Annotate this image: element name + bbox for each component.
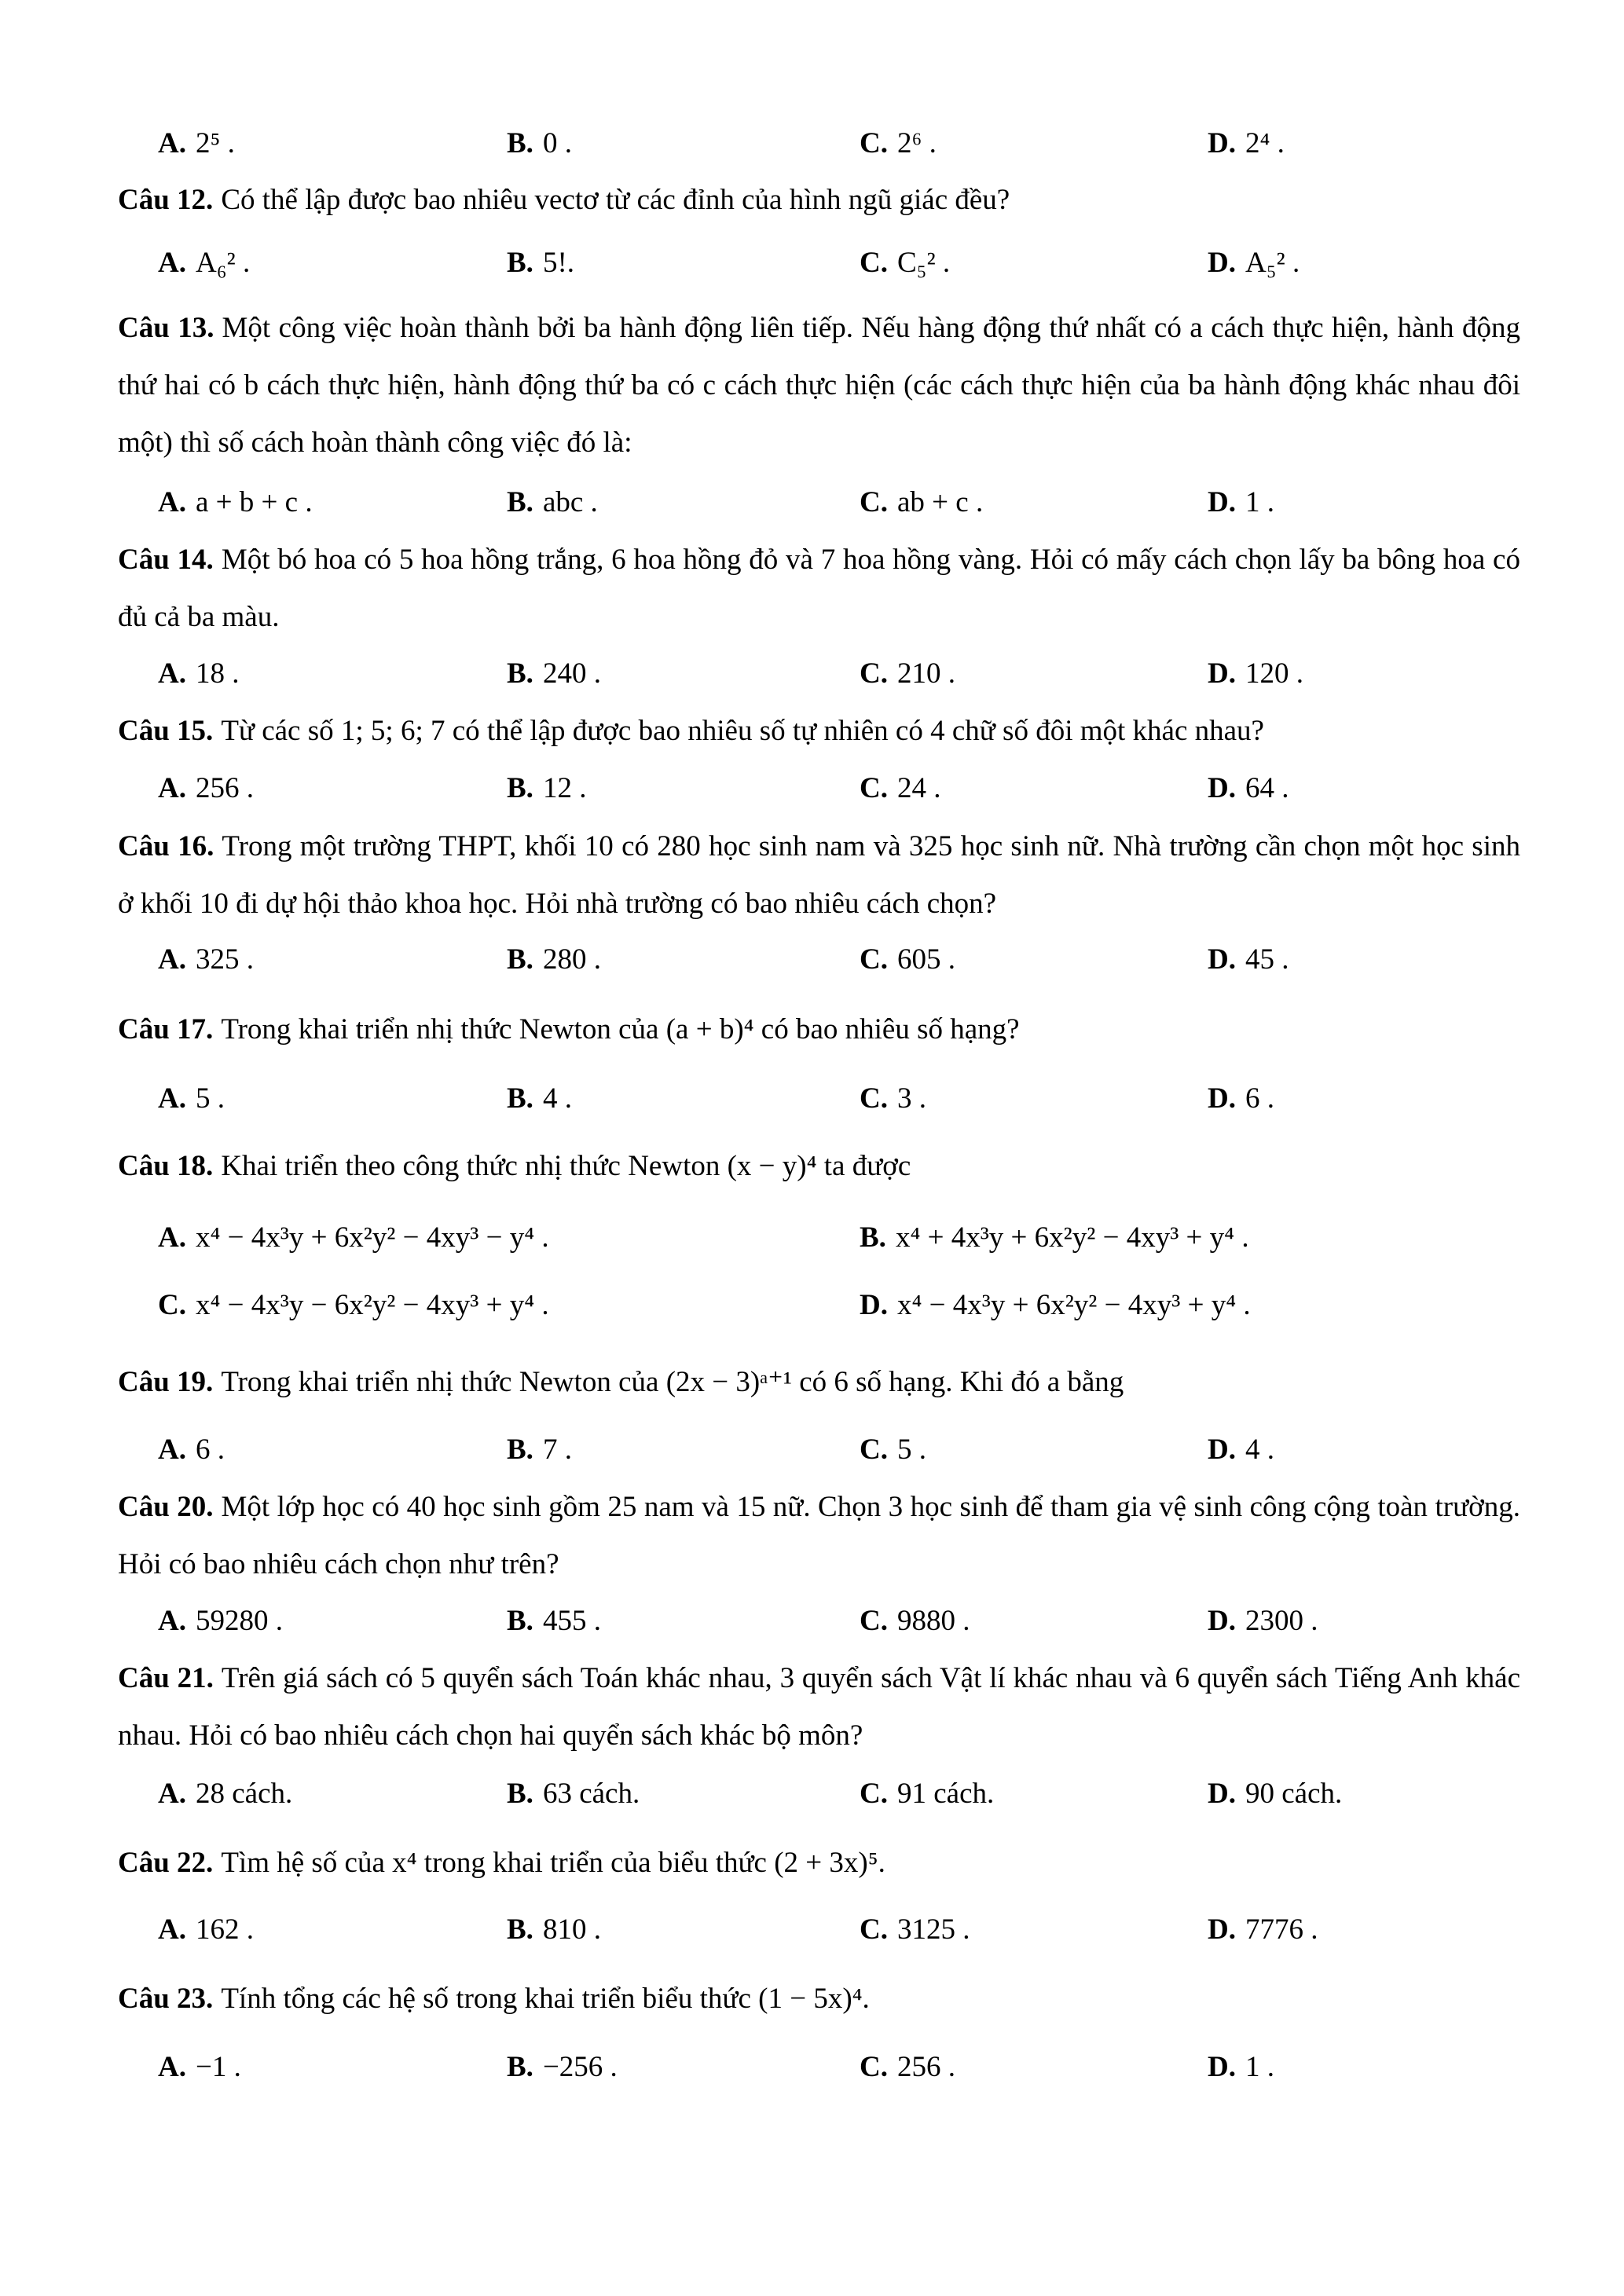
option-letter: C. xyxy=(860,1082,888,1115)
question-1 xyxy=(118,171,1520,229)
option-value: 2⁶ . xyxy=(896,127,937,159)
option-value: 2⁵ . xyxy=(195,127,235,159)
option-letter: C. xyxy=(860,1605,888,1637)
answer-option[interactable] xyxy=(860,1592,970,1650)
option-value: 455 . xyxy=(542,1605,601,1637)
option-value: 120 . xyxy=(1245,657,1303,690)
option-letter: D. xyxy=(1208,772,1236,804)
question-label: Câu 21. xyxy=(118,1662,214,1694)
option-value: 24 . xyxy=(896,772,941,804)
option-letter: B. xyxy=(507,2051,533,2083)
answer-option[interactable] xyxy=(507,115,572,172)
question-text: Một bó hoa có 5 hoa hồng trắng, 6 hoa hồng đỏ và 7 hoa hồng vàng. Hỏi có mấy cách chọn lấy ba bông hoa có đủ cả ba màu. xyxy=(118,544,1520,633)
answer-option[interactable] xyxy=(158,760,254,817)
option-letter: B. xyxy=(507,1913,533,1946)
answer-option[interactable] xyxy=(507,1765,640,1822)
question-label: Câu 22. xyxy=(118,1847,214,1879)
option-letter: C. xyxy=(860,486,888,518)
option-value: 210 . xyxy=(896,657,955,690)
question-7 xyxy=(118,1137,1520,1195)
option-letter: D. xyxy=(860,1289,888,1321)
answer-option[interactable] xyxy=(860,1276,1251,1334)
option-letter: A. xyxy=(158,1913,186,1946)
question-12 xyxy=(118,1970,1520,2027)
option-value: 240 . xyxy=(542,657,601,690)
answer-option[interactable] xyxy=(507,2038,618,2096)
option-letter: A. xyxy=(158,2051,186,2083)
option-value: 605 . xyxy=(896,943,955,976)
option-letter: A. xyxy=(158,1221,186,1254)
option-letter: B. xyxy=(507,943,533,976)
option-letter: A. xyxy=(158,1778,186,1810)
option-value: x⁴ − 4x³y + 6x²y² − 4xy³ + y⁴ . xyxy=(896,1289,1251,1321)
option-letter: A. xyxy=(158,486,186,518)
option-value: 3125 . xyxy=(896,1913,970,1946)
question-text: Khai triển theo công thức nhị thức Newton (x − y)⁴ ta được xyxy=(221,1150,911,1182)
answer-option[interactable] xyxy=(1208,645,1303,702)
option-letter: B. xyxy=(507,247,533,279)
answer-option[interactable] xyxy=(158,1070,225,1127)
question-label: Câu 15. xyxy=(118,715,214,747)
answer-option[interactable] xyxy=(507,931,601,988)
option-value: 59280 . xyxy=(195,1605,283,1637)
answer-option[interactable] xyxy=(158,645,239,702)
option-value: 3 . xyxy=(896,1082,926,1115)
option-value: 7 . xyxy=(542,1434,572,1466)
answer-option[interactable] xyxy=(158,474,313,531)
option-letter: D. xyxy=(1208,1913,1236,1946)
answer-option[interactable] xyxy=(1208,234,1300,291)
option-value: 0 . xyxy=(542,127,572,159)
option-letter: B. xyxy=(507,657,533,690)
option-letter: A. xyxy=(158,657,186,690)
answer-option[interactable] xyxy=(1208,760,1289,817)
answer-option[interactable] xyxy=(507,1070,572,1127)
answer-option[interactable] xyxy=(507,234,574,291)
answer-option[interactable] xyxy=(507,760,586,817)
option-letter: B. xyxy=(860,1221,886,1254)
option-value: −256 . xyxy=(542,2051,618,2083)
option-letter: D. xyxy=(1208,2051,1236,2083)
option-letter: C. xyxy=(860,2051,888,2083)
answer-option[interactable] xyxy=(860,234,950,291)
answer-option[interactable] xyxy=(860,931,955,988)
option-value: a + b + c . xyxy=(195,486,313,518)
answer-option[interactable] xyxy=(507,1421,572,1478)
question-9 xyxy=(118,1478,1520,1593)
option-letter: D. xyxy=(1208,1778,1236,1810)
option-letter: C. xyxy=(860,1434,888,1466)
question-text: Từ các số 1; 5; 6; 7 có thể lập được bao nhiêu số tự nhiên có 4 chữ số đôi một khác nhau? xyxy=(221,715,1264,747)
answer-option[interactable] xyxy=(860,1901,970,1958)
option-value: 256 . xyxy=(195,772,254,804)
answer-option[interactable] xyxy=(1208,474,1274,531)
answer-option[interactable] xyxy=(1208,1592,1318,1650)
question-text: Trong khai triển nhị thức Newton của (a + b)⁴ có bao nhiêu số hạng? xyxy=(221,1013,1020,1045)
option-value: 1 . xyxy=(1245,486,1274,518)
option-letter: D. xyxy=(1208,943,1236,976)
question-8 xyxy=(118,1353,1520,1411)
option-value: A₆² . xyxy=(195,247,251,279)
answer-option[interactable] xyxy=(158,2038,241,2096)
option-letter: B. xyxy=(507,127,533,159)
option-letter: A. xyxy=(158,772,186,804)
option-value: 5!. xyxy=(542,247,575,279)
answer-option[interactable] xyxy=(860,1070,926,1127)
option-value: 325 . xyxy=(195,943,254,976)
option-letter: D. xyxy=(1208,127,1236,159)
answer-option[interactable] xyxy=(158,234,250,291)
answer-option[interactable] xyxy=(860,2038,955,2096)
answer-option[interactable] xyxy=(860,115,937,172)
option-letter: C. xyxy=(860,247,888,279)
option-value: 5 . xyxy=(896,1434,926,1466)
option-letter: D. xyxy=(1208,1082,1236,1115)
option-letter: B. xyxy=(507,772,533,804)
option-value: x⁴ − 4x³y + 6x²y² − 4xy³ − y⁴ . xyxy=(195,1221,549,1254)
option-letter: B. xyxy=(507,1778,533,1810)
option-value: x⁴ + 4x³y + 6x²y² − 4xy³ + y⁴ . xyxy=(895,1221,1249,1254)
question-6 xyxy=(118,1001,1520,1058)
answer-option[interactable] xyxy=(507,1901,601,1958)
option-value: 90 cách. xyxy=(1245,1778,1343,1810)
answer-option[interactable] xyxy=(1208,115,1285,172)
option-value: 45 . xyxy=(1245,943,1289,976)
answer-option[interactable] xyxy=(860,645,955,702)
question-label: Câu 12. xyxy=(118,184,214,216)
option-value: C₅² . xyxy=(896,247,951,279)
option-value: x⁴ − 4x³y − 6x²y² − 4xy³ + y⁴ . xyxy=(195,1289,549,1321)
question-text: Có thể lập được bao nhiêu vectơ từ các đỉnh của hình ngũ giác đều? xyxy=(221,184,1010,216)
question-label: Câu 18. xyxy=(118,1150,214,1182)
question-10 xyxy=(118,1650,1520,1764)
question-label: Câu 20. xyxy=(118,1491,214,1523)
option-letter: A. xyxy=(158,943,186,976)
option-value: −1 . xyxy=(195,2051,241,2083)
option-letter: A. xyxy=(158,127,186,159)
option-letter: B. xyxy=(507,1082,533,1115)
question-3 xyxy=(118,531,1520,646)
question-text: Trong khai triển nhị thức Newton của (2x − 3)ᵃ⁺¹ có 6 số hạng. Khi đó a bằng xyxy=(221,1366,1124,1398)
option-letter: B. xyxy=(507,1605,533,1637)
answer-option[interactable] xyxy=(507,474,598,531)
question-label: Câu 17. xyxy=(118,1013,214,1045)
option-value: 12 . xyxy=(542,772,587,804)
option-letter: A. xyxy=(158,1605,186,1637)
option-value: 810 . xyxy=(542,1913,601,1946)
option-value: A₅² . xyxy=(1245,247,1300,279)
option-value: 5 . xyxy=(195,1082,225,1115)
option-letter: C. xyxy=(860,127,888,159)
answer-option[interactable] xyxy=(860,1421,926,1478)
answer-option[interactable] xyxy=(158,1592,283,1650)
option-letter: C. xyxy=(860,657,888,690)
option-value: 64 . xyxy=(1245,772,1289,804)
question-4 xyxy=(118,702,1520,760)
option-value: ab + c . xyxy=(896,486,984,518)
option-value: 2300 . xyxy=(1245,1605,1318,1637)
answer-option[interactable] xyxy=(158,1421,225,1478)
answer-option[interactable] xyxy=(1208,1901,1318,1958)
option-value: 9880 . xyxy=(896,1605,970,1637)
question-label: Câu 14. xyxy=(118,544,214,576)
option-value: 6 . xyxy=(195,1434,225,1466)
option-letter: A. xyxy=(158,1082,186,1115)
option-value: 4 . xyxy=(1245,1434,1274,1466)
answer-option[interactable] xyxy=(158,931,254,988)
answer-option[interactable] xyxy=(860,474,983,531)
question-text: Trên giá sách có 5 quyển sách Toán khác nhau, 3 quyển sách Vật lí khác nhau và 6 quyển sách Tiếng Anh khác nhau. Hỏi có bao nhiêu cách chọn hai quyển sách khác bộ môn? xyxy=(118,1662,1520,1752)
option-value: 28 cách. xyxy=(195,1778,293,1810)
question-text: Trong một trường THPT, khối 10 có 280 học sinh nam và 325 học sinh nữ. Nhà trường cần chọn một học sinh ở khối 10 đi dự hội thảo khoa học. Hỏi nhà trường có bao nhiêu cách chọn? xyxy=(118,830,1520,920)
answer-option[interactable] xyxy=(158,1276,549,1334)
option-value: 63 cách. xyxy=(542,1778,640,1810)
answer-option[interactable] xyxy=(507,645,601,702)
answer-option[interactable] xyxy=(860,760,940,817)
option-value: 280 . xyxy=(542,943,601,976)
question-label: Câu 23. xyxy=(118,1983,214,2015)
answer-option[interactable] xyxy=(158,115,235,172)
answer-option[interactable] xyxy=(860,1765,994,1822)
option-value: 7776 . xyxy=(1245,1913,1318,1946)
option-letter: A. xyxy=(158,247,186,279)
question-2 xyxy=(118,299,1520,471)
option-value: 2⁴ . xyxy=(1245,127,1285,159)
answer-option[interactable] xyxy=(1208,1421,1274,1478)
option-value: abc . xyxy=(542,486,598,518)
option-letter: C. xyxy=(860,1913,888,1946)
option-letter: C. xyxy=(860,943,888,976)
option-letter: C. xyxy=(860,1778,888,1810)
option-value: 6 . xyxy=(1245,1082,1274,1115)
option-letter: D. xyxy=(1208,657,1236,690)
question-5 xyxy=(118,818,1520,932)
option-value: 91 cách. xyxy=(896,1778,995,1810)
option-letter: A. xyxy=(158,1434,186,1466)
answer-option[interactable] xyxy=(1208,931,1289,988)
question-label: Câu 13. xyxy=(118,312,214,344)
answer-option[interactable] xyxy=(507,1592,601,1650)
question-11 xyxy=(118,1834,1520,1891)
option-value: 1 . xyxy=(1245,2051,1274,2083)
option-letter: C. xyxy=(860,772,888,804)
option-letter: B. xyxy=(507,1434,533,1466)
question-text: Một công việc hoàn thành bởi ba hành động liên tiếp. Nếu hàng động thứ nhất có a cách thực hiện, hành động thứ hai có b cách thực hiện, hành động thứ ba có c cách thực hiện (các cách thực hiện của ba hành động khác nhau đôi một) thì số cách hoàn thành công việc đó là: xyxy=(118,312,1520,459)
answer-option[interactable] xyxy=(158,1765,292,1822)
option-value: 162 . xyxy=(195,1913,254,1946)
answer-option[interactable] xyxy=(860,1209,1249,1266)
answer-option[interactable] xyxy=(158,1209,549,1266)
question-label: Câu 19. xyxy=(118,1366,214,1398)
question-label: Câu 16. xyxy=(118,830,214,862)
answer-option[interactable] xyxy=(158,1901,254,1958)
answer-option[interactable] xyxy=(1208,1765,1342,1822)
option-value: 256 . xyxy=(896,2051,955,2083)
option-letter: D. xyxy=(1208,486,1236,518)
option-letter: D. xyxy=(1208,1434,1236,1466)
question-text: Tính tổng các hệ số trong khai triển biểu thức (1 − 5x)⁴. xyxy=(221,1983,870,2015)
answer-option[interactable] xyxy=(1208,2038,1274,2096)
option-value: 4 . xyxy=(542,1082,572,1115)
question-text: Tìm hệ số của x⁴ trong khai triển của biểu thức (2 + 3x)⁵. xyxy=(221,1847,885,1879)
answer-option[interactable] xyxy=(1208,1070,1274,1127)
option-letter: D. xyxy=(1208,247,1236,279)
option-value: 18 . xyxy=(195,657,240,690)
option-letter: D. xyxy=(1208,1605,1236,1637)
option-letter: B. xyxy=(507,486,533,518)
option-letter: C. xyxy=(158,1289,186,1321)
question-text: Một lớp học có 40 học sinh gồm 25 nam và 15 nữ. Chọn 3 học sinh để tham gia vệ sinh công cộng toàn trường. Hỏi có bao nhiêu cách chọn như trên? xyxy=(118,1491,1520,1580)
